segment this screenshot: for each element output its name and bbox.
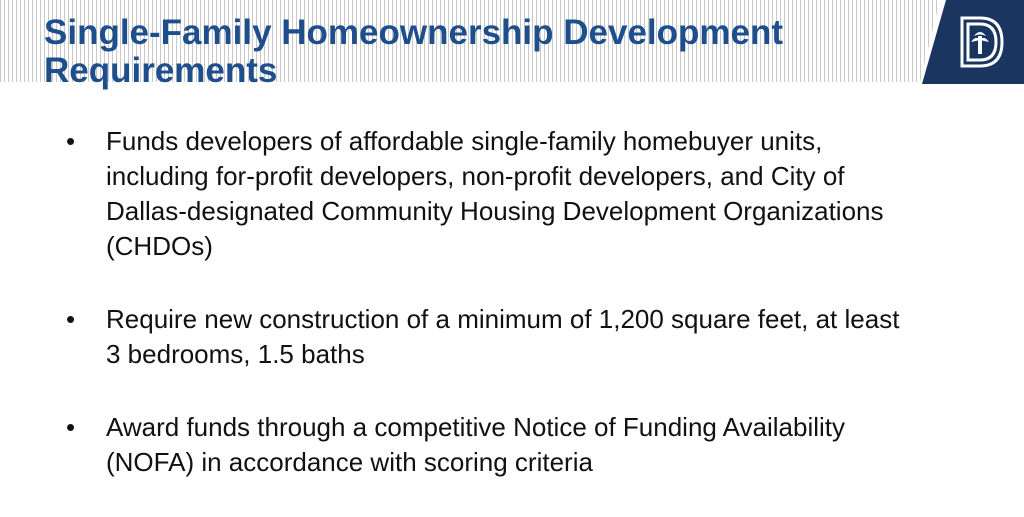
- bullet-marker: •: [66, 126, 76, 156]
- bullet-item-nofa: [0, 410, 906, 480]
- slide-body: [0, 124, 1024, 517]
- city-of-dallas-logo: [918, 0, 1024, 90]
- bullet-list: [0, 124, 1024, 480]
- bullet-item-funding: [0, 124, 906, 264]
- bullet-item-construction: [0, 302, 906, 372]
- bullet-marker: •: [66, 304, 76, 334]
- slide-title: Single-Family Homeownership Development Requirements: [44, 13, 784, 90]
- bullet-text: Award funds through a competitive Notice of Funding Availability (NOFA) in accordance with scoring criteria: [106, 412, 846, 477]
- bullet-text: Require new construction of a minimum of 1,200 square feet, at least 3 bedrooms, 1.5 baths: [106, 304, 900, 369]
- bullet-text: Funds developers of affordable single-family homebuyer units, including for-profit developers, non-profit developers, and City of Dallas-designated Community Housing Development Organizations (CHDOs): [106, 126, 884, 261]
- city-of-dallas-d-logo-icon: [918, 0, 1024, 90]
- bullet-marker: •: [66, 412, 76, 442]
